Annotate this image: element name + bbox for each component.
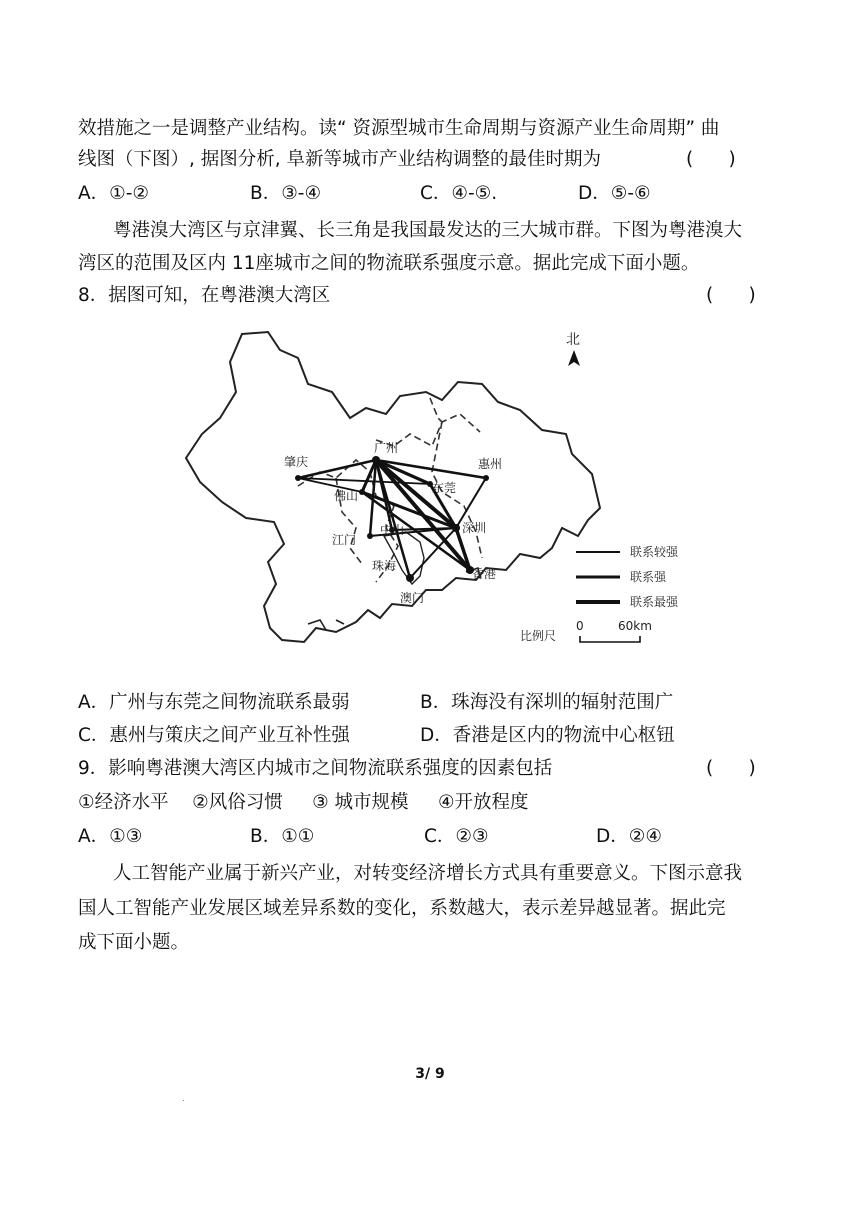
scale-label: 比例尺 xyxy=(520,629,557,643)
q8-answer-paren: ( ) xyxy=(706,285,756,306)
q9-answer-paren: ( ) xyxy=(706,758,756,779)
q7-option-c: C．④-⑤. xyxy=(420,183,498,204)
q9-factors: ①经济水平 ②风俗习惯 ③ 城市规模 ④开放程度 xyxy=(78,792,529,813)
q8-stem: 8．据图可知，在粤港澳大湾区 xyxy=(78,285,331,306)
city-label-hongkong: 香港 xyxy=(472,567,497,581)
passage2-line3: 成下面小题。 xyxy=(78,932,190,953)
q7-option-a: A．①-② xyxy=(78,183,150,204)
q9-stem: 9．影响粤港澳大湾区内城市之间物流联系强度的因素包括 xyxy=(78,758,553,779)
q9-option-a: A．①③ xyxy=(78,826,143,847)
city-label-foshan: 佛山 xyxy=(334,489,359,503)
passage2-line2: 国人工智能产业发展区域差异系数的变化，系数越大，表示差异越显著。据此完 xyxy=(78,898,726,919)
q7-option-d: D．⑤-⑥ xyxy=(578,183,651,204)
boundary-dashed-4 xyxy=(430,398,442,422)
page-number: 3/ 9 xyxy=(415,1066,445,1082)
q8-option-d: D．香港是区内的物流中心枢钮 xyxy=(420,725,675,746)
q8-option-a: A．广州与东莞之间物流联系最弱 xyxy=(78,692,350,713)
region-outline xyxy=(186,332,600,642)
city-label-zhongshan: 中山 xyxy=(380,523,405,537)
islands xyxy=(308,568,480,630)
scale-zero: 0 xyxy=(576,619,584,633)
city-label-jiangmen: 江门 xyxy=(332,533,357,547)
q7-option-b: B．③-④ xyxy=(250,183,322,204)
city-label-zhaoqing: 肇庆 xyxy=(284,455,309,469)
legend-strong-moderate: 联系较强 xyxy=(630,545,679,559)
city-label-macau: 澳门 xyxy=(400,591,425,605)
q8-option-b: B．珠海没有深圳的辐射范围广 xyxy=(420,692,674,713)
scale-bar xyxy=(580,636,640,642)
q7-text-line2: 线图（下图）, 据图分析, 阜新等城市产业结构调整的最佳时期为 xyxy=(78,149,602,170)
legend-strong: 联系强 xyxy=(630,570,667,584)
north-label: 北 xyxy=(566,332,580,348)
city-label-dongguan: 东莞 xyxy=(432,481,457,495)
stray-dot: . xyxy=(182,1094,185,1103)
q7-text-line1: 效措施之一是调整产业结构。读“ 资源型城市生命周期与资源产业生命周期” 曲 xyxy=(78,118,720,139)
passage1-line2: 湾区的范围及区内 11座城市之间的物流联系强度示意。据此完成下面小题。 xyxy=(78,253,700,274)
q8-option-c: C．惠州与策庆之间产业互补性强 xyxy=(78,725,350,746)
scale-value: 60km xyxy=(618,619,652,633)
q9-option-d: D．②④ xyxy=(596,826,662,847)
gba-logistics-map xyxy=(180,322,700,652)
q7-answer-paren: ( ) xyxy=(686,149,736,170)
city-label-zhuhai: 珠海 xyxy=(372,559,397,573)
passage1-line1: 粤港溴大湾区与京津翼、长三角是我国最发达的三大城市群。下图为粤港溴大 xyxy=(113,220,743,241)
passage2-line1: 人工智能产业属于新兴产业，对转变经济增长方式具有重要意义。下图示意我 xyxy=(113,863,743,884)
q9-option-b: B．①① xyxy=(250,826,315,847)
city-label-shenzhen: 深圳 xyxy=(462,521,487,535)
city-label-guangzhou: 广州 xyxy=(374,441,399,455)
north-arrow-icon xyxy=(568,350,580,366)
legend-strongest: 联系最强 xyxy=(630,595,679,609)
city-label-huizhou: 惠州 xyxy=(478,457,503,471)
q9-option-c: C．②③ xyxy=(424,826,489,847)
